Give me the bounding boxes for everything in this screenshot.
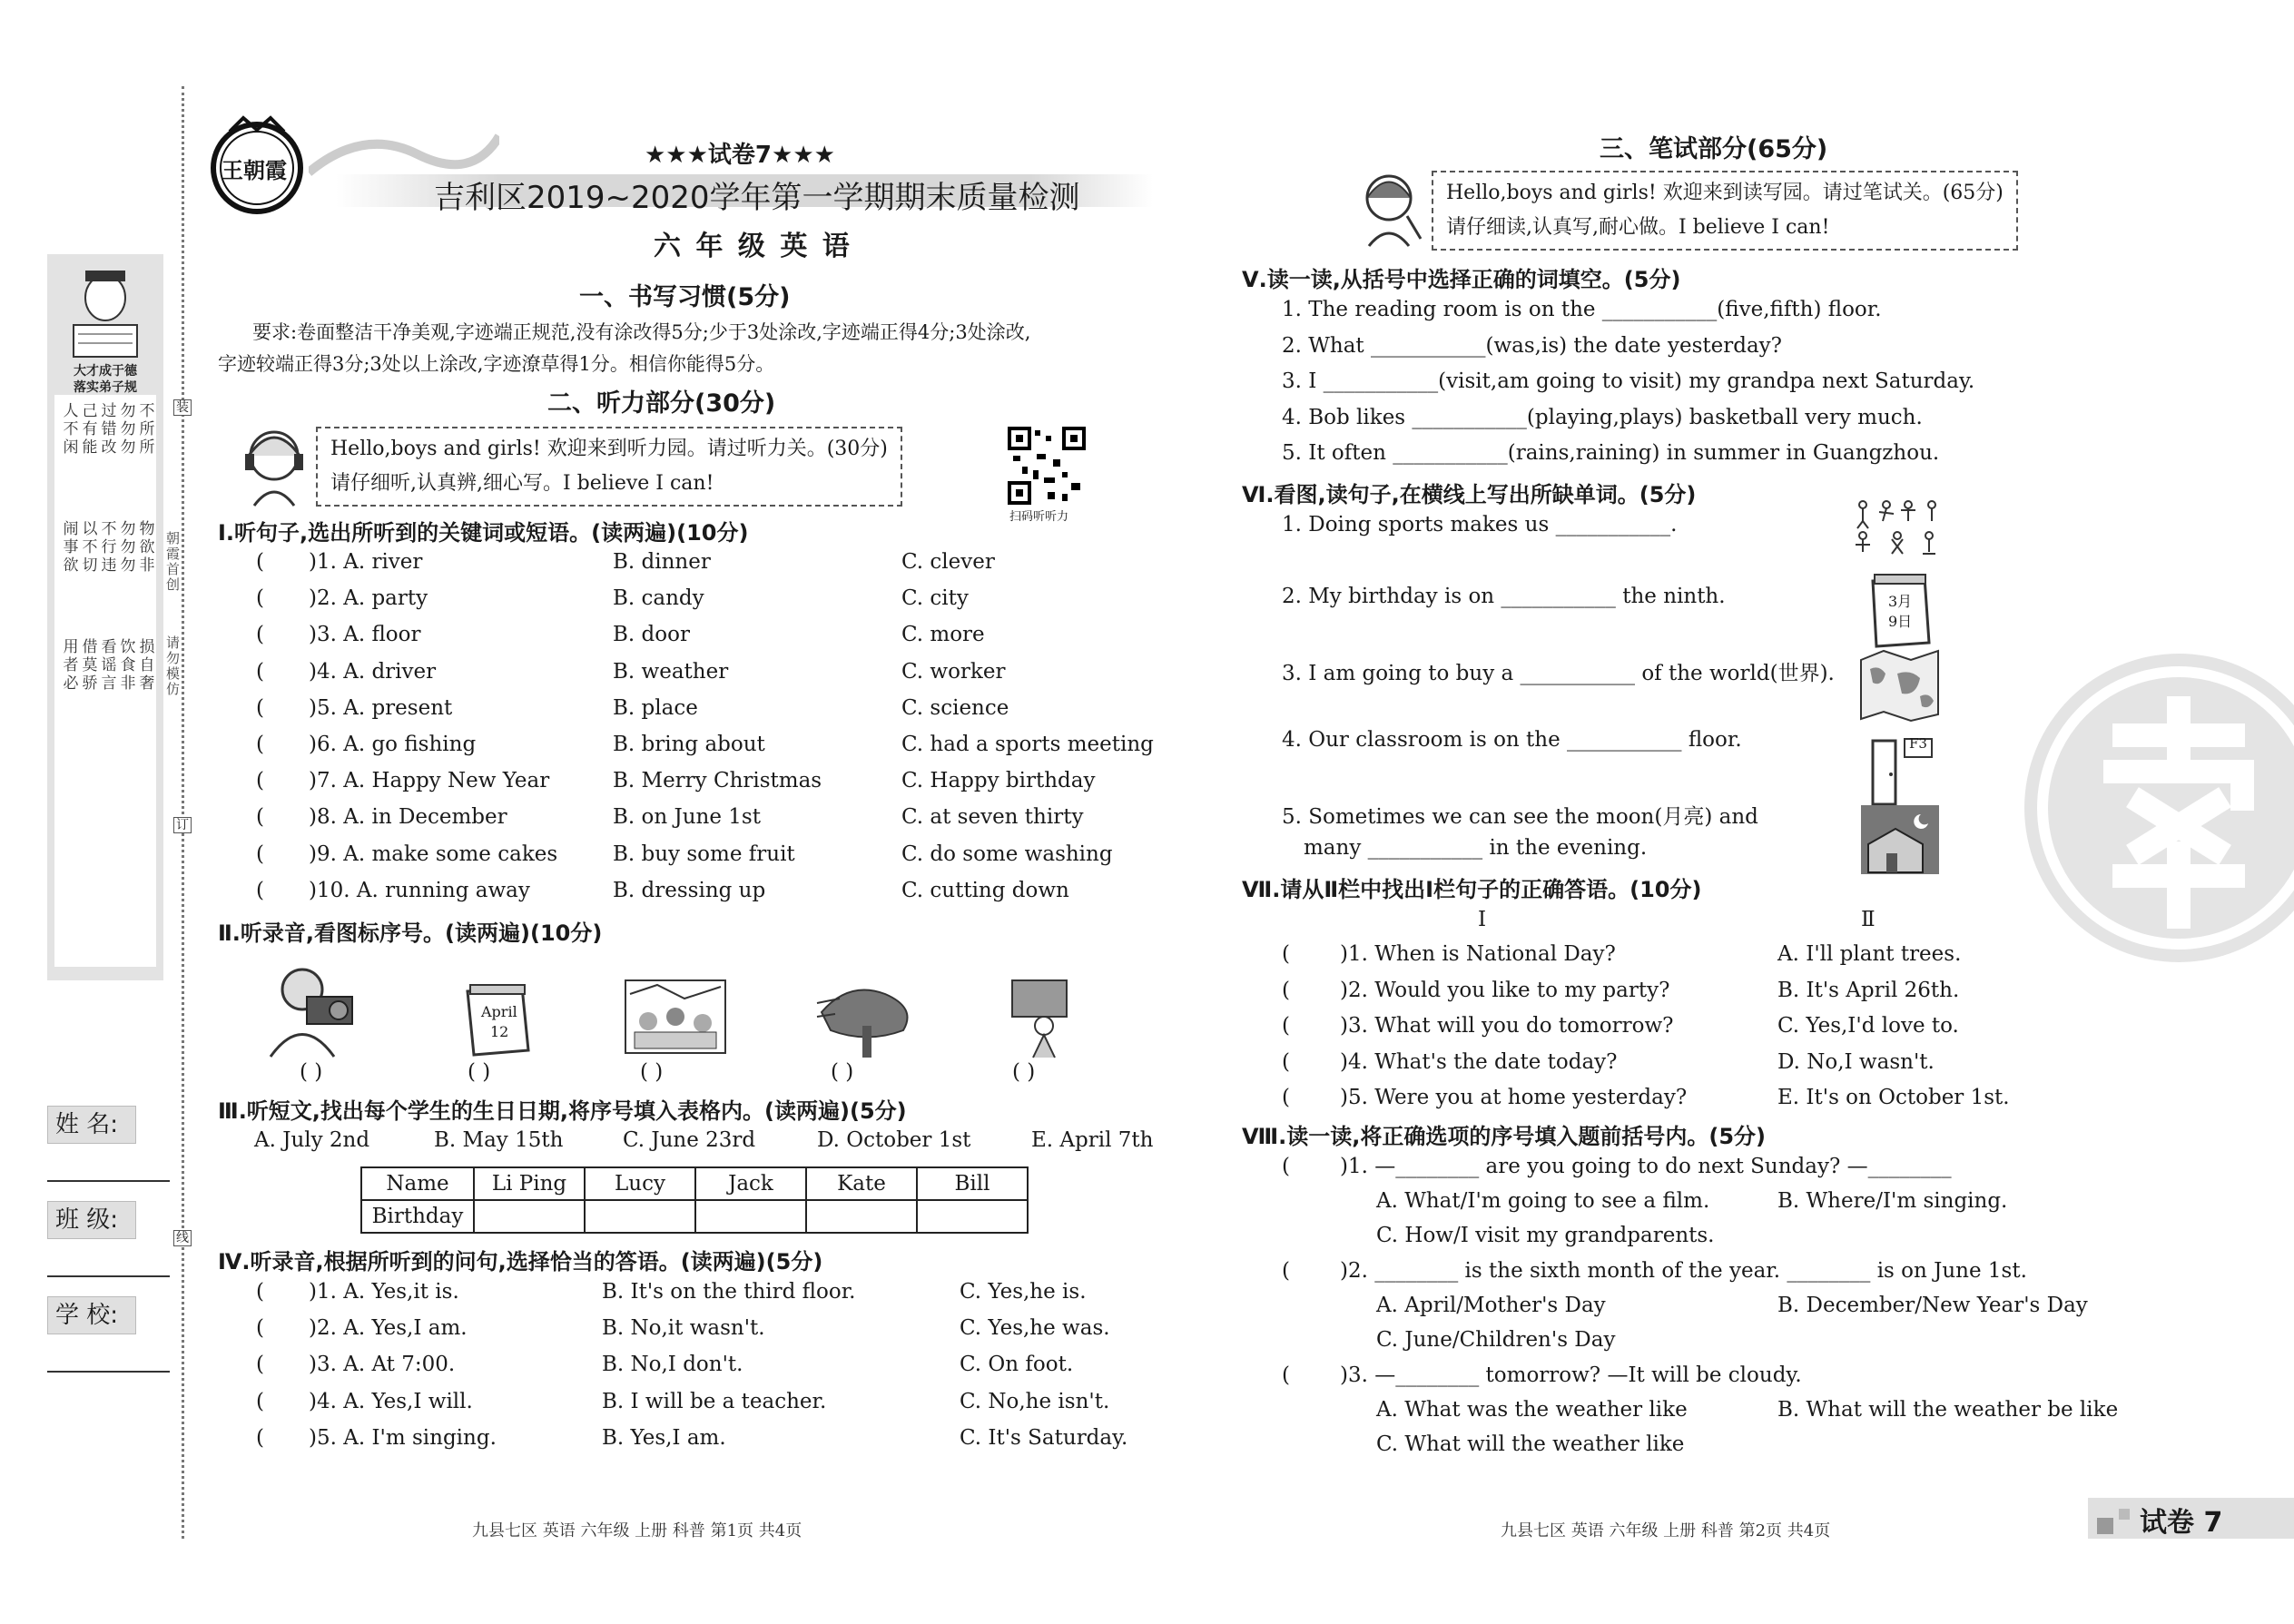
answer-cell[interactable] (474, 1200, 585, 1233)
part4-heading: Ⅳ.听录音,根据所听到的问句,选择恰当的答语。(读两遍)(5分) (218, 1249, 823, 1275)
part1-row-option-c: C. Happy birthday (901, 769, 1096, 793)
motto-column: 物欲非 (139, 520, 155, 575)
girl-blackboard-picture-icon (1008, 976, 1076, 1062)
school-line[interactable] (47, 1371, 170, 1373)
answer-paren[interactable]: ( (256, 733, 264, 756)
answer-cell[interactable] (917, 1200, 1028, 1233)
part8-q1-option-b: B. Where/I'm singing. (1777, 1189, 2008, 1213)
girl-headphones-icon (238, 419, 310, 510)
part7-question: )4. What's the date today? (1340, 1049, 1618, 1074)
listening-speech-line1: Hello,boys and girls! 欢迎来到听力园。请过听力关。(30分) (330, 438, 888, 460)
ribbon-decoration-icon (309, 109, 499, 182)
table-header-cell: Jack (695, 1167, 806, 1200)
part8-q1: )1. —________ are you going to do next Sunday? —________ (1340, 1155, 1952, 1178)
footer-right: 九县七区 英语 六年级 上册 科普 第2页 共4页 (1501, 1521, 1831, 1540)
part1-row-option-b: B. Merry Christmas (613, 769, 822, 793)
part1-row-option-c: C. city (901, 586, 969, 611)
seal-glyph-icon (2024, 654, 2294, 962)
vertical-note-2: 请勿模仿 (166, 635, 181, 697)
part8-q1-option-c: C. How/I visit my grandparents. (1376, 1224, 1715, 1247)
part8-q3-option-a: A. What was the weather like (1376, 1398, 1688, 1422)
part1-row-option-a: )8. A. in December (309, 805, 507, 830)
motto-column: 己有能 (82, 402, 98, 457)
part3-option-e: E. April 7th (1031, 1128, 1154, 1152)
motto-column: 看谣言 (101, 638, 117, 693)
part1-row-option-c: C. clever (901, 550, 995, 574)
part1-row-option-c: C. had a sports meeting (901, 733, 1154, 756)
table-header-cell: Bill (917, 1167, 1028, 1200)
part7-question: )5. Were you at home yesterday? (1340, 1086, 1688, 1110)
calendar2-month-text: 3月 (1888, 593, 1913, 610)
part2-heading: Ⅱ.听录音,看图标序号。(读两遍)(10分) (218, 920, 603, 946)
part1-row-option-c: C. cutting down (901, 878, 1069, 902)
part4-row-option-c: C. On foot. (960, 1353, 1074, 1377)
binding-mark-1: 装 (173, 399, 192, 416)
footer-left: 九县七区 英语 六年级 上册 科普 第1页 共4页 (472, 1521, 802, 1540)
part1-row-option-a: )3. A. floor (309, 623, 421, 647)
sports-figures-icon (1852, 497, 1943, 561)
part4-row-option-b: B. Yes,I am. (602, 1425, 726, 1450)
part1-row-option-a: )2. A. party (309, 586, 428, 611)
part4-row-option-a: )1. A. Yes,it is. (309, 1280, 459, 1304)
part1-row-option-c: C. science (901, 695, 1009, 720)
part7-column2-label: Ⅱ (1861, 908, 1876, 931)
part7-answer: B. It's April 26th. (1777, 978, 1960, 1002)
part7-answer: D. No,I wasn't. (1777, 1049, 1935, 1074)
motto-column: 人不闲 (63, 402, 79, 457)
picture5-answer-blank[interactable]: ( ) (1012, 1060, 1036, 1084)
part7-answer: E. It's on October 1st. (1777, 1086, 2010, 1110)
answer-paren[interactable]: ( (1282, 1014, 1290, 1038)
exam-title: 吉利区2019~2020学年第一学期期末质量检测 (434, 180, 1080, 216)
picture2-answer-blank[interactable]: ( ) (468, 1060, 491, 1084)
part5-item: 3. I ___________(visit,am going to visit) my grandpa next Saturday. (1282, 369, 1975, 393)
part5-item: 2. What ___________(was,is) the date yesterday? (1282, 333, 1783, 358)
part6-item-3: 3. I am going to buy a ___________ of the world(世界). (1282, 662, 1835, 685)
answer-cell[interactable] (806, 1200, 917, 1233)
binding-dotted-line (182, 86, 184, 1539)
part7-question: )1. When is National Day? (1340, 942, 1616, 966)
part1-row-option-b: B. weather (613, 659, 729, 684)
party-scene-picture-icon (621, 976, 730, 1058)
answer-paren[interactable]: ( (256, 659, 264, 684)
windy-tree-picture-icon (812, 976, 921, 1062)
answer-paren[interactable]: ( (256, 1353, 264, 1377)
test-tag-text: 试卷 7 (2140, 1507, 2223, 1539)
answer-paren[interactable]: ( (256, 842, 264, 866)
part5-item: 4. Bob likes ___________(playing,plays) basketball very much. (1282, 405, 1923, 429)
calendar2-day-text: 9日 (1888, 613, 1913, 630)
answer-paren[interactable]: ( (256, 550, 264, 574)
section2-heading: 二、听力部分(30分) (547, 389, 776, 418)
qr-code-icon[interactable] (1008, 427, 1086, 505)
part4-row-option-c: C. No,he isn't. (960, 1389, 1110, 1413)
photographer-picture-icon (261, 962, 370, 1058)
part8-q3-option-b: B. What will the weather be like (1777, 1398, 2119, 1422)
calendar-day-text: 12 (490, 1023, 509, 1040)
class-line[interactable] (47, 1275, 170, 1277)
part8-paren[interactable]: ( (1282, 1259, 1290, 1283)
world-map-icon (1856, 646, 1943, 723)
part1-heading: Ⅰ.听句子,选出所听到的关键词或短语。(读两遍)(10分) (218, 520, 749, 546)
motto-column: 用者必 (63, 638, 79, 693)
exam-subtitle: 六 年 级 英 语 (654, 231, 852, 262)
part1-row-option-c: C. at seven thirty (901, 805, 1084, 830)
part6-item-5a: 5. Sometimes we can see the moon(月亮) and (1282, 805, 1758, 829)
part8-q2-option-c: C. June/Children's Day (1376, 1328, 1616, 1352)
part1-row-option-a: )7. A. Happy New Year (309, 769, 550, 793)
part4-row-option-a: )3. A. At 7:00. (309, 1353, 456, 1377)
motto-caption-2: 落实弟子规 (74, 380, 137, 395)
section1-req-line2: 字迹较端正得3分;3处以上涂改,字迹潦草得1分。相信你能得5分。 (218, 353, 775, 375)
answer-paren[interactable]: ( (256, 805, 264, 830)
motto-text-box (54, 395, 156, 967)
picture4-answer-blank[interactable]: ( ) (831, 1060, 854, 1084)
part7-column1-label: Ⅰ (1478, 908, 1487, 931)
part4-row-option-c: C. Yes,he is. (960, 1280, 1087, 1304)
section1-req-line1: 要求:卷面整洁干净美观,字迹端正规范,没有涂改得5分;少于3处涂改,字迹端正得4分;3处涂改, (252, 321, 1031, 343)
answer-paren[interactable]: ( (256, 1280, 264, 1304)
paper-badge: ★★★试卷7★★★ (645, 142, 835, 169)
part4-row-option-b: B. I will be a teacher. (602, 1389, 827, 1413)
part3-option-b: B. May 15th (434, 1128, 564, 1152)
part3-option-a: A. July 2nd (254, 1128, 370, 1152)
name-label: 姓 名: (47, 1106, 136, 1144)
table-header-cell: Li Ping (474, 1167, 585, 1200)
tag-square-icon (2097, 1518, 2113, 1534)
name-line[interactable] (47, 1180, 170, 1182)
motto-column: 过错改 (101, 402, 117, 457)
part8-paren[interactable]: ( (1282, 1155, 1290, 1178)
writing-speech-box (1432, 171, 2018, 251)
part1-row-option-a: )1. A. river (309, 550, 423, 574)
part3-option-d: D. October 1st (817, 1128, 971, 1152)
table-header-cell: Kate (806, 1167, 917, 1200)
vertical-note-1: 朝霞首创 (166, 530, 181, 593)
motto-column: 闹事欲 (63, 520, 79, 575)
answer-paren[interactable]: ( (1282, 1086, 1290, 1110)
part7-heading: Ⅶ.请从Ⅱ栏中找出Ⅰ栏句子的正确答语。(10分) (1242, 877, 1702, 902)
motto-column: 勿勿勿 (120, 402, 136, 457)
night-house-icon (1859, 803, 1941, 876)
part1-row-option-a: )9. A. make some cakes (309, 842, 558, 866)
answer-paren[interactable]: ( (256, 769, 264, 793)
part8-q3: )3. —________ tomorrow? —It will be cloudy. (1340, 1363, 1802, 1387)
calendar-month-text: April (481, 1003, 517, 1020)
logo-text: 王朝霞 (222, 158, 287, 183)
answer-cell[interactable] (585, 1200, 695, 1233)
answer-cell[interactable] (695, 1200, 806, 1233)
motto-column: 损自奢 (139, 638, 155, 693)
section3-heading: 三、笔试部分(65分) (1600, 135, 1828, 163)
part1-row-option-b: B. buy some fruit (613, 842, 795, 866)
answer-paren[interactable]: ( (256, 586, 264, 611)
part8-q2-option-a: A. April/Mother's Day (1376, 1294, 1606, 1317)
part1-row-option-a: )4. A. driver (309, 659, 437, 684)
part1-row-option-b: B. dinner (613, 550, 711, 574)
part5-item: 5. It often ___________(rains,raining) in summer in Guangzhou. (1282, 441, 1940, 465)
part6-item-2: 2. My birthday is on ___________ the ninth. (1282, 585, 1726, 608)
part5-item: 1. The reading room is on the ___________(five,fifth) floor. (1282, 298, 1882, 321)
part5-heading: Ⅴ.读一读,从括号中选择正确的词填空。(5分) (1242, 267, 1681, 292)
motto-column: 不所所 (139, 402, 155, 457)
part1-row-option-c: C. more (901, 623, 985, 647)
answer-paren[interactable]: ( (1282, 978, 1290, 1002)
part7-answer: C. Yes,I'd love to. (1777, 1014, 1959, 1038)
qr-caption: 扫码听听力 (1009, 510, 1069, 524)
table-row-label: Birthday (361, 1200, 474, 1233)
part8-q2: )2. ________ is the sixth month of the year. ________ is on June 1st. (1340, 1259, 2027, 1283)
class-label: 班 级: (47, 1201, 136, 1239)
part4-row-option-c: C. It's Saturday. (960, 1425, 1128, 1450)
birthday-table (360, 1166, 1029, 1234)
part1-row-option-a: )5. A. present (309, 695, 453, 720)
part8-q3-option-c: C. What will the weather like (1376, 1432, 1685, 1456)
motto-panel (47, 254, 163, 980)
part1-row-option-b: B. on June 1st (613, 805, 761, 830)
tag-square-icon (2119, 1509, 2130, 1520)
answer-paren[interactable]: ( (1282, 942, 1290, 966)
part3-heading: Ⅲ.听短文,找出每个学生的生日日期,将序号填入表格内。(读两遍)(5分) (218, 1098, 907, 1124)
answer-paren[interactable]: ( (256, 878, 264, 902)
listening-speech-line2: 请仔细听,认真辨,细心写。I believe I can! (330, 472, 714, 495)
part8-heading: Ⅷ.读一读,将正确选项的序号填入题前括号内。(5分) (1242, 1124, 1767, 1149)
april-calendar-icon (463, 982, 531, 1059)
section1-heading: 一、书写习惯(5分) (579, 283, 791, 311)
picture3-answer-blank[interactable]: ( ) (640, 1060, 664, 1084)
school-label: 学 校: (47, 1296, 136, 1334)
motto-column: 不行违 (101, 520, 117, 575)
answer-paren[interactable]: ( (256, 1389, 264, 1413)
motto-column: 以不切 (82, 520, 98, 575)
part1-row-option-a: )6. A. go fishing (309, 733, 477, 756)
part6-heading: Ⅵ.看图,读句子,在横线上写出所缺单词。(5分) (1242, 482, 1697, 507)
part4-row-option-b: B. No,it wasn't. (602, 1316, 765, 1341)
part8-q2-option-b: B. December/New Year's Day (1777, 1294, 2088, 1317)
part8-paren[interactable]: ( (1282, 1363, 1290, 1387)
part1-row-option-b: B. door (613, 623, 690, 647)
part1-row-option-a: )10. A. running away (309, 878, 530, 902)
part6-item-5b: many ___________ in the evening. (1304, 836, 1648, 860)
part1-row-option-c: C. do some washing (901, 842, 1113, 866)
motto-caption-1: 大才成于德 (74, 364, 137, 379)
part1-row-option-b: B. bring about (613, 733, 765, 756)
table-header-cell: Name (361, 1167, 474, 1200)
binding-mark-3: 线 (173, 1230, 192, 1246)
part8-q1-option-a: A. What/I'm going to see a film. (1376, 1189, 1710, 1213)
answer-paren[interactable]: ( (256, 1316, 264, 1341)
motto-column: 借莫骄 (82, 638, 98, 693)
answer-paren[interactable]: ( (1282, 1049, 1290, 1074)
part4-row-option-a: )4. A. Yes,I will. (309, 1389, 473, 1413)
part4-row-option-a: )2. A. Yes,I am. (309, 1316, 468, 1341)
answer-paren[interactable]: ( (256, 695, 264, 720)
part1-row-option-b: B. place (613, 695, 698, 720)
part3-option-c: C. June 23rd (623, 1128, 756, 1152)
part7-question: )3. What will you do tomorrow? (1340, 1014, 1674, 1038)
motto-column: 饮食非 (120, 638, 136, 693)
part4-row-option-b: B. It's on the third floor. (602, 1280, 856, 1304)
confidential-seal (2024, 654, 2294, 962)
answer-paren[interactable]: ( (256, 1425, 264, 1450)
part4-row-option-c: C. Yes,he was. (960, 1316, 1110, 1341)
birthday-table-header-row (361, 1167, 1028, 1200)
part6-item-4: 4. Our classroom is on the ___________ floor. (1282, 728, 1742, 752)
answer-paren[interactable]: ( (256, 623, 264, 647)
writing-speech-line2: 请仔细读,认真写,耐心做。I believe I can! (1446, 216, 1830, 239)
floor-sign-text: F3 (1909, 735, 1927, 752)
part7-answer: A. I'll plant trees. (1777, 942, 1962, 966)
scholar-portrait-icon (60, 261, 151, 361)
part6-item-1: 1. Doing sports makes us ___________. (1282, 513, 1678, 536)
part4-row-option-a: )5. A. I'm singing. (309, 1425, 497, 1450)
part7-question: )2. Would you like to my party? (1340, 978, 1670, 1002)
part4-row-option-b: B. No,I don't. (602, 1353, 743, 1377)
motto-column: 勿勿勿 (120, 520, 136, 575)
table-header-cell: Lucy (585, 1167, 695, 1200)
listening-speech-box (316, 427, 902, 507)
binding-mark-2: 订 (173, 817, 192, 833)
girl-pencil-icon (1353, 166, 1425, 248)
writing-speech-line1: Hello,boys and girls! 欢迎来到读写园。请过笔试关。(65分) (1446, 182, 2004, 204)
part1-row-option-b: B. dressing up (613, 878, 766, 902)
birthday-table-answer-row (361, 1200, 1028, 1233)
picture1-answer-blank[interactable]: ( ) (300, 1060, 323, 1084)
part1-row-option-b: B. candy (613, 586, 704, 611)
part1-row-option-c: C. worker (901, 659, 1006, 684)
